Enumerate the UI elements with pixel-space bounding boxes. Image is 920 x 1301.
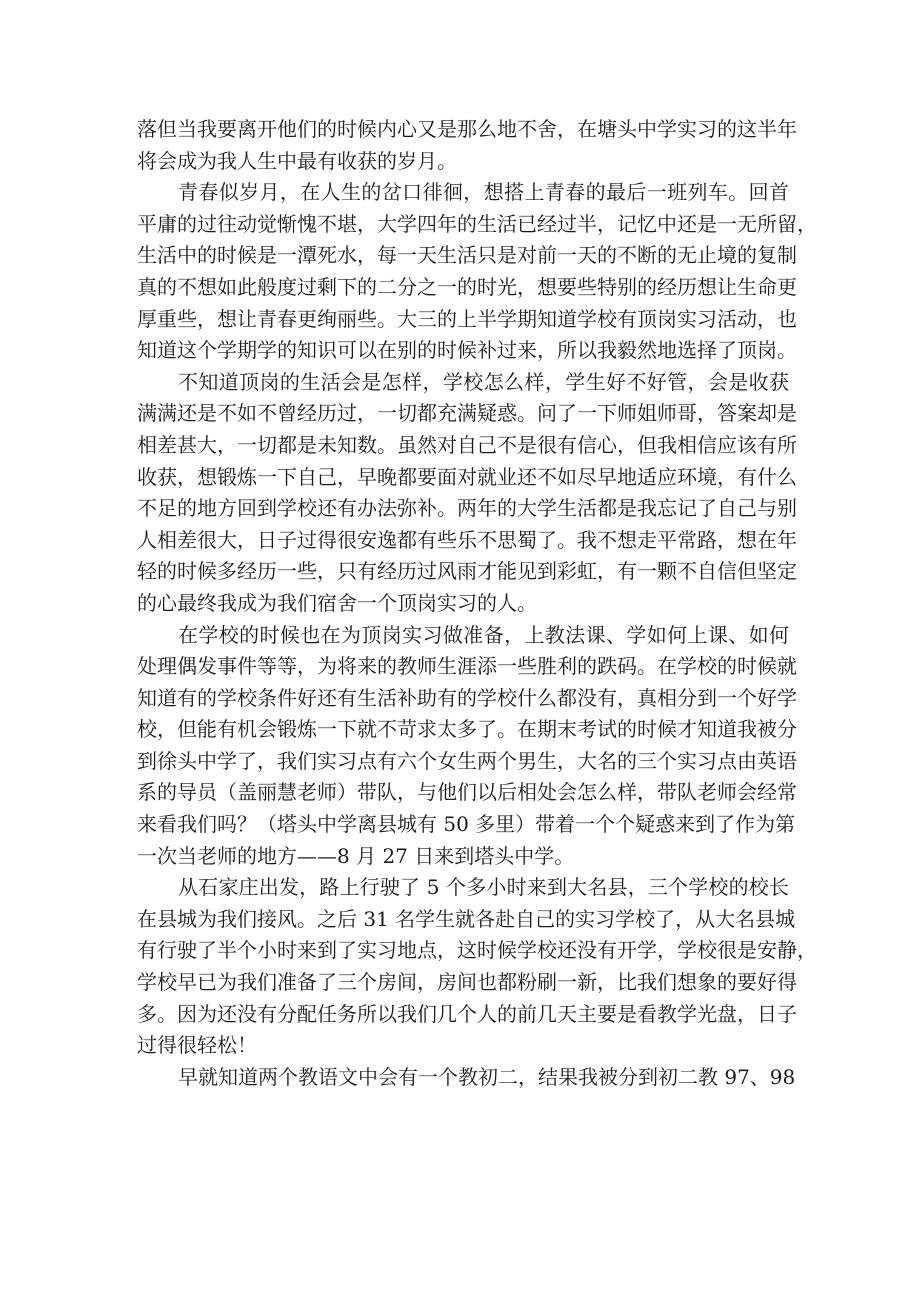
- text-line: 厚重些，想让青春更绚丽些。大三的上半学期知道学校有顶岗实习活动，也: [137, 306, 797, 331]
- text-line: 人相差很大，日子过得很安逸都有些乐不思蜀了。我不想走平常路，想在年: [137, 527, 797, 552]
- text-line: 满满还是不如不曾经历过，一切都充满疑惑。问了一下师姐师哥，答案却是: [137, 401, 797, 426]
- text-line: 从石家庄出发，路上行驶了 5 个多小时来到大名县，三个学校的校长: [178, 875, 789, 900]
- text-line: 平庸的过往动觉惭愧不堪，大学四年的生活已经过半，记忆中还是一无所留，: [137, 211, 817, 236]
- text-line: 收获，想锻炼一下自己，早晚都要面对就业还不如尽早地适应环境，有什么: [137, 464, 797, 489]
- text-line: 青春似岁月，在人生的岔口徘徊，想搭上青春的最后一班列车。回首: [178, 180, 789, 205]
- text-line: 有行驶了半个小时来到了实习地点，这时候学校还没有开学，学校很是安静，: [137, 938, 817, 963]
- text-line: 处理偶发事件等等，为将来的教师生涯添一些胜利的跌码。在学校的时候就: [137, 654, 797, 679]
- text-line: 落但当我要离开他们的时候内心又是那么地不舍，在塘头中学实习的这半年: [137, 117, 797, 141]
- text-line: 生活中的时候是一潭死水，每一天生活只是对前一天的不断的无止境的复制: [137, 243, 797, 268]
- text-line: 到徐头中学了，我们实习点有六个女生两个男生，大名的三个实习点由英语: [137, 748, 797, 773]
- text-line: 将会成为我人生中最有收获的岁月。: [137, 148, 457, 173]
- text-line: 过得很轻松！: [137, 1033, 257, 1058]
- text-line: 校，但能有机会锻炼一下就不苛求太多了。在期末考试的时候才知道我被分: [137, 717, 797, 742]
- text-line: 在县城为我们接风。之后 31 名学生就各赴自己的实习学校了，从大名县城: [137, 906, 796, 931]
- text-line: 不知道顶岗的生活会是怎样，学校怎么样，学生好不好管，会是收获: [178, 369, 789, 394]
- text-line: 来看我们吗？（塔头中学离县城有 50 多里）带着一个个疑惑来到了作为第: [137, 812, 796, 837]
- text-line: 轻的时候多经历一些，只有经历过风雨才能见到彩虹，有一颗不自信但坚定: [137, 559, 797, 584]
- text-line: 系的导员（盖丽慧老师）带队，与他们以后相处会怎么样，带队老师会经常: [137, 780, 797, 805]
- text-line: 早就知道两个教语文中会有一个教初二，结果我被分到初二教 97、98: [178, 1064, 796, 1089]
- text-line: 知道这个学期学的知识可以在别的时候补过来，所以我毅然地选择了顶岗。: [137, 338, 797, 363]
- text-line: 不足的地方回到学校还有办法弥补。两年的大学生活都是我忘记了自己与别: [137, 496, 797, 521]
- text-line: 学校早已为我们准备了三个房间，房间也都粉刷一新，比我们想象的要好得: [137, 970, 797, 995]
- text-line: 的心最终我成为我们宿舍一个顶岗实习的人。: [137, 590, 537, 615]
- text-line: 一次当老师的地方——8 月 27 日来到塔头中学。: [137, 843, 575, 868]
- text-line: 真的不想如此般度过剩下的二分之一的时光，想要些特别的经历想让生命更: [137, 274, 797, 299]
- text-line: 在学校的时候也在为顶岗实习做准备，上教法课、学如何上课、如何: [178, 622, 789, 647]
- body-text: [137, 114, 817, 1093]
- text-line: 相差甚大，一切都是未知数。虽然对自己不是很有信心，但我相信应该有所: [137, 432, 797, 457]
- text-line: 多。因为还没有分配任务所以我们几个人的前几天主要是看教学光盘，日子: [137, 1001, 797, 1026]
- text-line: 知道有的学校条件好还有生活补助有的学校什么都没有，真相分到一个好学: [137, 685, 797, 710]
